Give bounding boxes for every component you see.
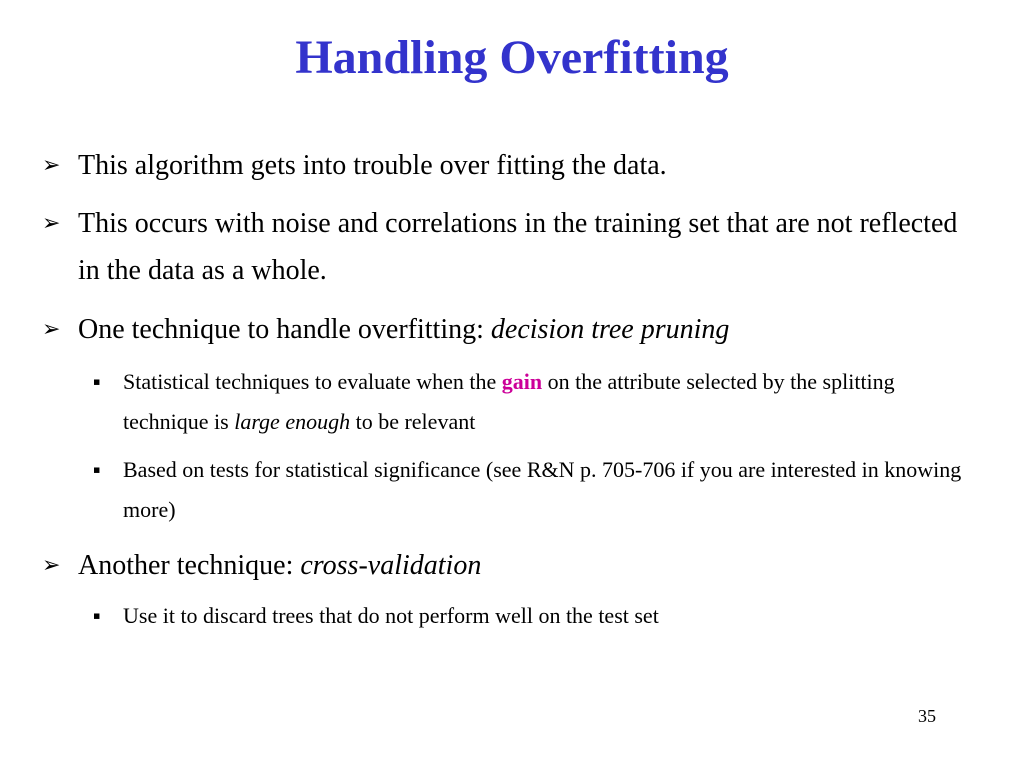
sub-bullet-text-plain: to be relevant [350, 409, 476, 434]
bullet-item [42, 306, 982, 353]
sub-bullet-text-plain: Statistical techniques to evaluate when the [123, 369, 502, 394]
page-number: 35 [918, 706, 936, 726]
bullet-item [42, 542, 982, 589]
sub-bullet-text [123, 362, 973, 442]
bullet-text [78, 306, 982, 353]
square-bullet-icon: ▪ [93, 463, 101, 476]
bullet-text: This occurs with noise and correlations in the training set that are not reflected in the data as a whole. [78, 208, 958, 286]
sub-bullet-text-plain: on the attribute selected by the splitting technique is [123, 369, 895, 434]
arrow-bullet-icon: ➢ [42, 211, 61, 236]
bullet-text: This algorithm gets into trouble over fitting the data. [78, 150, 667, 181]
bullet-text-plain: Another technique: [78, 550, 301, 581]
bullet-text [78, 542, 982, 589]
sub-bullet-text-highlight: gain [501, 369, 543, 394]
bullet-item [42, 200, 982, 294]
square-bullet-icon: ▪ [93, 375, 101, 388]
bullet-text-plain: One technique to handle overfitting: [78, 314, 491, 345]
bullet-item [42, 142, 982, 189]
sub-bullet-item [93, 362, 973, 442]
arrow-bullet-icon: ➢ [42, 153, 61, 178]
bullet-text-italic: decision tree pruning [490, 314, 730, 345]
arrow-bullet-icon: ➢ [42, 317, 61, 342]
slide-title: Handling Overfitting [295, 31, 729, 84]
sub-bullet-text-italic: large enough [234, 409, 351, 434]
sub-bullet-text: Based on tests for statistical significance (see R&N p. 705-706 if you are interested in knowing more) [123, 457, 962, 522]
sub-bullet-item [93, 450, 973, 530]
arrow-bullet-icon: ➢ [42, 553, 61, 578]
square-bullet-icon: ▪ [93, 609, 101, 622]
bullet-text-italic: cross-validation [300, 550, 482, 581]
sub-bullet-text: Use it to discard trees that do not perform well on the test set [123, 603, 659, 628]
sub-bullet-item [93, 596, 973, 636]
